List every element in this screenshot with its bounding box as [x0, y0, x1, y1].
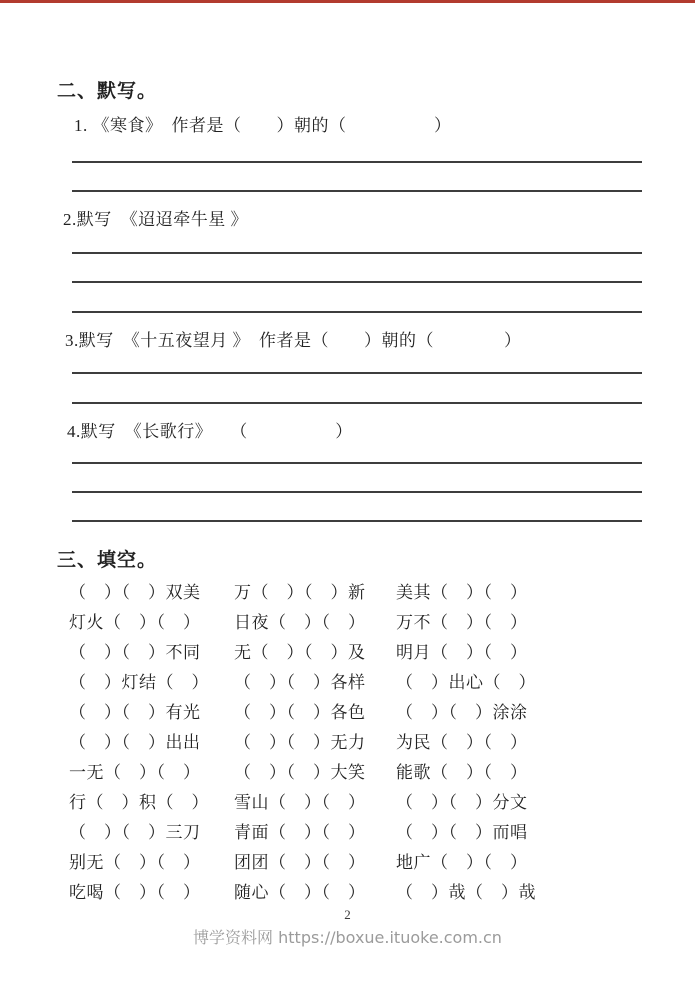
fill-blank-cell: 吃喝（ ）（ ）	[69, 883, 201, 902]
fill-blank-cell: （ ）（ ）而唱	[396, 823, 528, 842]
fill-row	[0, 638, 695, 664]
fill-row	[0, 728, 695, 754]
fill-blank-cell: 明月（ ）（ ）	[396, 643, 528, 662]
fill-blank-cell: 万（ ）（ ）新	[234, 583, 366, 602]
page-number: 2	[344, 907, 351, 922]
fill-blank-cell: （ ）（ ）有光	[69, 703, 201, 722]
answer-line	[72, 402, 642, 404]
fill-blank-cell: 别无（ ）（ ）	[69, 853, 201, 872]
section-dictation-title: 二、默写。	[57, 81, 158, 102]
fill-row	[0, 758, 695, 784]
fill-blank-cell: （ ）（ ）双美	[69, 583, 201, 602]
fill-row	[0, 818, 695, 844]
fill-row	[0, 698, 695, 724]
dictation-item-1: 1. 《寒食》 作者是（ ）朝的（ ）	[74, 116, 452, 135]
fill-blank-cell: 万不（ ）（ ）	[396, 613, 528, 632]
fill-row	[0, 878, 695, 904]
fill-blank-cell: （ ）（ ）出出	[69, 733, 201, 752]
fill-blank-cell: （ ）（ ）各样	[234, 673, 366, 692]
fill-blank-cell: 行（ ）积（ ）	[69, 793, 209, 812]
fill-blank-cell: （ ）出心（ ）	[396, 673, 536, 692]
dictation-item-4: 4.默写 《长歌行》 （ ）	[67, 422, 353, 441]
top-border-line	[0, 0, 695, 3]
answer-line	[72, 462, 642, 464]
answer-line	[72, 190, 642, 192]
fill-blank-cell: 地广（ ）（ ）	[396, 853, 528, 872]
dictation-item-2: 2.默写 《迢迢牵牛星 》	[63, 210, 248, 229]
answer-line	[72, 252, 642, 254]
fill-blank-cell: 一无（ ）（ ）	[69, 763, 201, 782]
fill-row	[0, 578, 695, 604]
fill-blank-cell: （ ）（ ）各色	[234, 703, 366, 722]
fill-blank-cell: （ ）（ ）大笑	[234, 763, 366, 782]
section-fill-title: 三、填空。	[57, 550, 158, 571]
fill-blank-cell: 随心（ ）（ ）	[234, 883, 366, 902]
fill-blank-cell: （ ）灯结（ ）	[69, 673, 209, 692]
fill-blank-cell: （ ）（ ）涂涂	[396, 703, 528, 722]
fill-blank-cell: 美其（ ）（ ）	[396, 583, 528, 602]
fill-blank-cell: 雪山（ ）（ ）	[234, 793, 366, 812]
answer-line	[72, 281, 642, 283]
dictation-item-3: 3.默写 《十五夜望月 》 作者是（ ）朝的（ ）	[65, 331, 522, 350]
fill-row	[0, 788, 695, 814]
fill-row	[0, 848, 695, 874]
footer-site-link[interactable]: 博学资料网 https://boxue.ituoke.com.cn	[193, 928, 502, 947]
answer-line	[72, 372, 642, 374]
fill-row	[0, 668, 695, 694]
fill-blank-cell: 能歌（ ）（ ）	[396, 763, 528, 782]
fill-blank-cell: 灯火（ ）（ ）	[69, 613, 201, 632]
fill-blank-cell: 日夜（ ）（ ）	[234, 613, 366, 632]
fill-row	[0, 608, 695, 634]
fill-blank-cell: （ ）（ ）不同	[69, 643, 201, 662]
fill-blank-cell: 为民（ ）（ ）	[396, 733, 528, 752]
fill-blank-cell: （ ）（ ）无力	[234, 733, 366, 752]
fill-blank-cell: 青面（ ）（ ）	[234, 823, 366, 842]
fill-blank-cell: （ ）哉（ ）哉	[396, 883, 536, 902]
answer-line	[72, 520, 642, 522]
answer-line	[72, 491, 642, 493]
fill-blank-cell: 团团（ ）（ ）	[234, 853, 366, 872]
answer-line	[72, 311, 642, 313]
fill-blank-cell: （ ）（ ）三刀	[69, 823, 201, 842]
fill-blank-cell: 无（ ）（ ）及	[234, 643, 366, 662]
fill-blank-cell: （ ）（ ）分文	[396, 793, 528, 812]
answer-line	[72, 161, 642, 163]
